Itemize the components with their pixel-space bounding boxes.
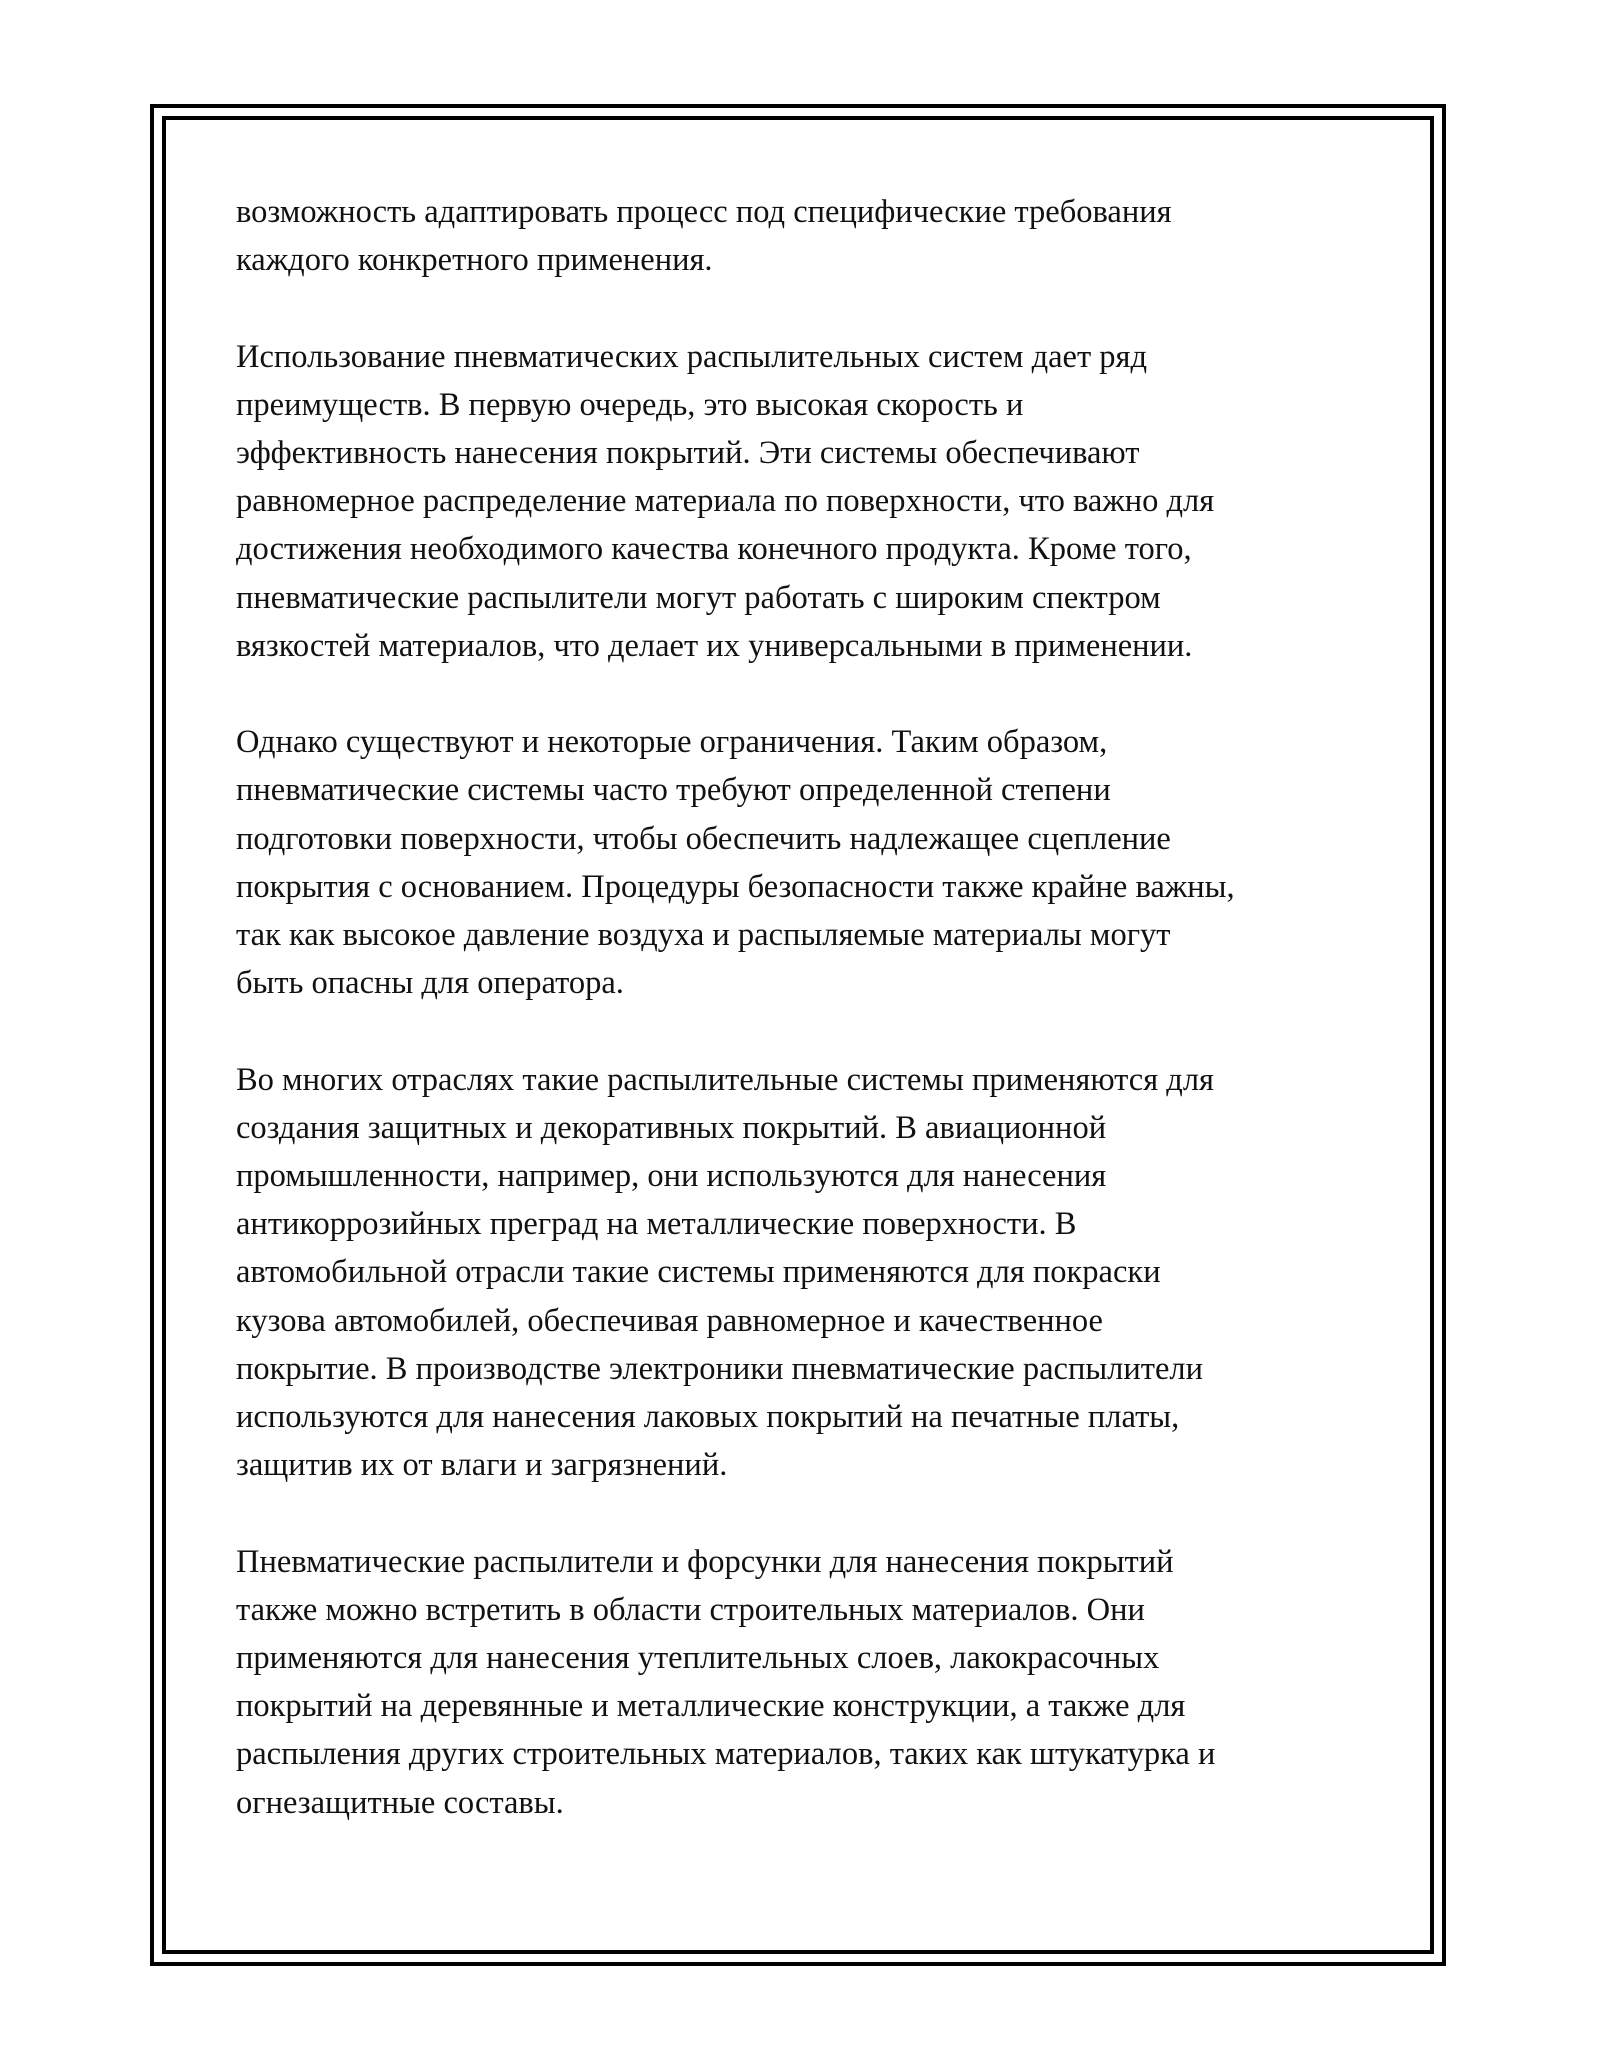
- paragraph-gap: [236, 670, 1386, 718]
- paragraph-gap: [236, 1007, 1386, 1055]
- text-line: покрытие. В производстве электроники пневматические распылители: [236, 1350, 1204, 1387]
- text-line: антикоррозийных преград на металлические поверхности. В: [236, 1206, 1077, 1243]
- text-line: подготовки поверхности, чтобы обеспечить надлежащее сцепление: [236, 820, 1171, 857]
- text-line: применяются для нанесения утеплительных слоев, лакокрасочных: [236, 1640, 1160, 1677]
- paragraph: [236, 1538, 1386, 1827]
- text-line: равномерное распределение материала по поверхности, что важно для: [236, 483, 1215, 520]
- text-line: быть опасны для оператора.: [236, 965, 624, 1002]
- text-line: промышленности, например, они используются для нанесения: [236, 1158, 1107, 1195]
- text-line: распыления других строительных материалов, таких как штукатурка и: [236, 1736, 1216, 1773]
- text-line: пневматические системы часто требуют определенной степени: [236, 772, 1111, 809]
- text-line: достижения необходимого качества конечного продукта. Кроме того,: [236, 531, 1192, 568]
- text-line: покрытия с основанием. Процедуры безопасности также крайне важны,: [236, 868, 1235, 905]
- text-line: покрытий на деревянные и металлические конструкции, а также для: [236, 1688, 1186, 1725]
- text-line: используются для нанесения лаковых покрытий на печатные платы,: [236, 1399, 1180, 1436]
- text-line: также можно встретить в области строительных материалов. Они: [236, 1591, 1145, 1628]
- paragraph: [236, 333, 1386, 670]
- document-body: [236, 188, 1386, 1827]
- text-line: вязкостей материалов, что делает их универсальными в применении.: [236, 627, 1193, 664]
- text-line: Использование пневматических распылительных систем дает ряд: [236, 338, 1148, 375]
- text-line: создания защитных и декоративных покрытий. В авиационной: [236, 1109, 1107, 1146]
- paragraph-gap: [236, 284, 1386, 332]
- text-line: возможность адаптировать процесс под специфические требования: [236, 194, 1172, 230]
- text-line: каждого конкретного применения.: [236, 242, 713, 279]
- text-line: преимуществ. В первую очередь, это высокая скорость и: [236, 386, 1024, 423]
- text-line: пневматические распылители могут работать с широким спектром: [236, 579, 1161, 616]
- text-line: Во многих отраслях такие распылительные системы применяются для: [236, 1061, 1214, 1098]
- text-line: Однако существуют и некоторые ограничения. Таким образом,: [236, 724, 1108, 761]
- text-line: огнезащитные составы.: [236, 1784, 564, 1821]
- text-line: кузова автомобилей, обеспечивая равномерное и качественное: [236, 1302, 1103, 1339]
- text-line: так как высокое давление воздуха и распыляемые материалы могут: [236, 917, 1171, 954]
- text-line: автомобильной отрасли такие системы применяются для покраски: [236, 1254, 1161, 1291]
- paragraph: [236, 1056, 1386, 1490]
- text-line: эффективность нанесения покрытий. Эти системы обеспечивают: [236, 435, 1140, 471]
- paragraph: [236, 718, 1386, 1007]
- paragraph-gap: [236, 1489, 1386, 1537]
- text-line: Пневматические распылители и форсунки для нанесения покрытий: [236, 1543, 1174, 1580]
- text-line: защитив их от влаги и загрязнений.: [236, 1447, 728, 1484]
- paragraph: [236, 188, 1386, 284]
